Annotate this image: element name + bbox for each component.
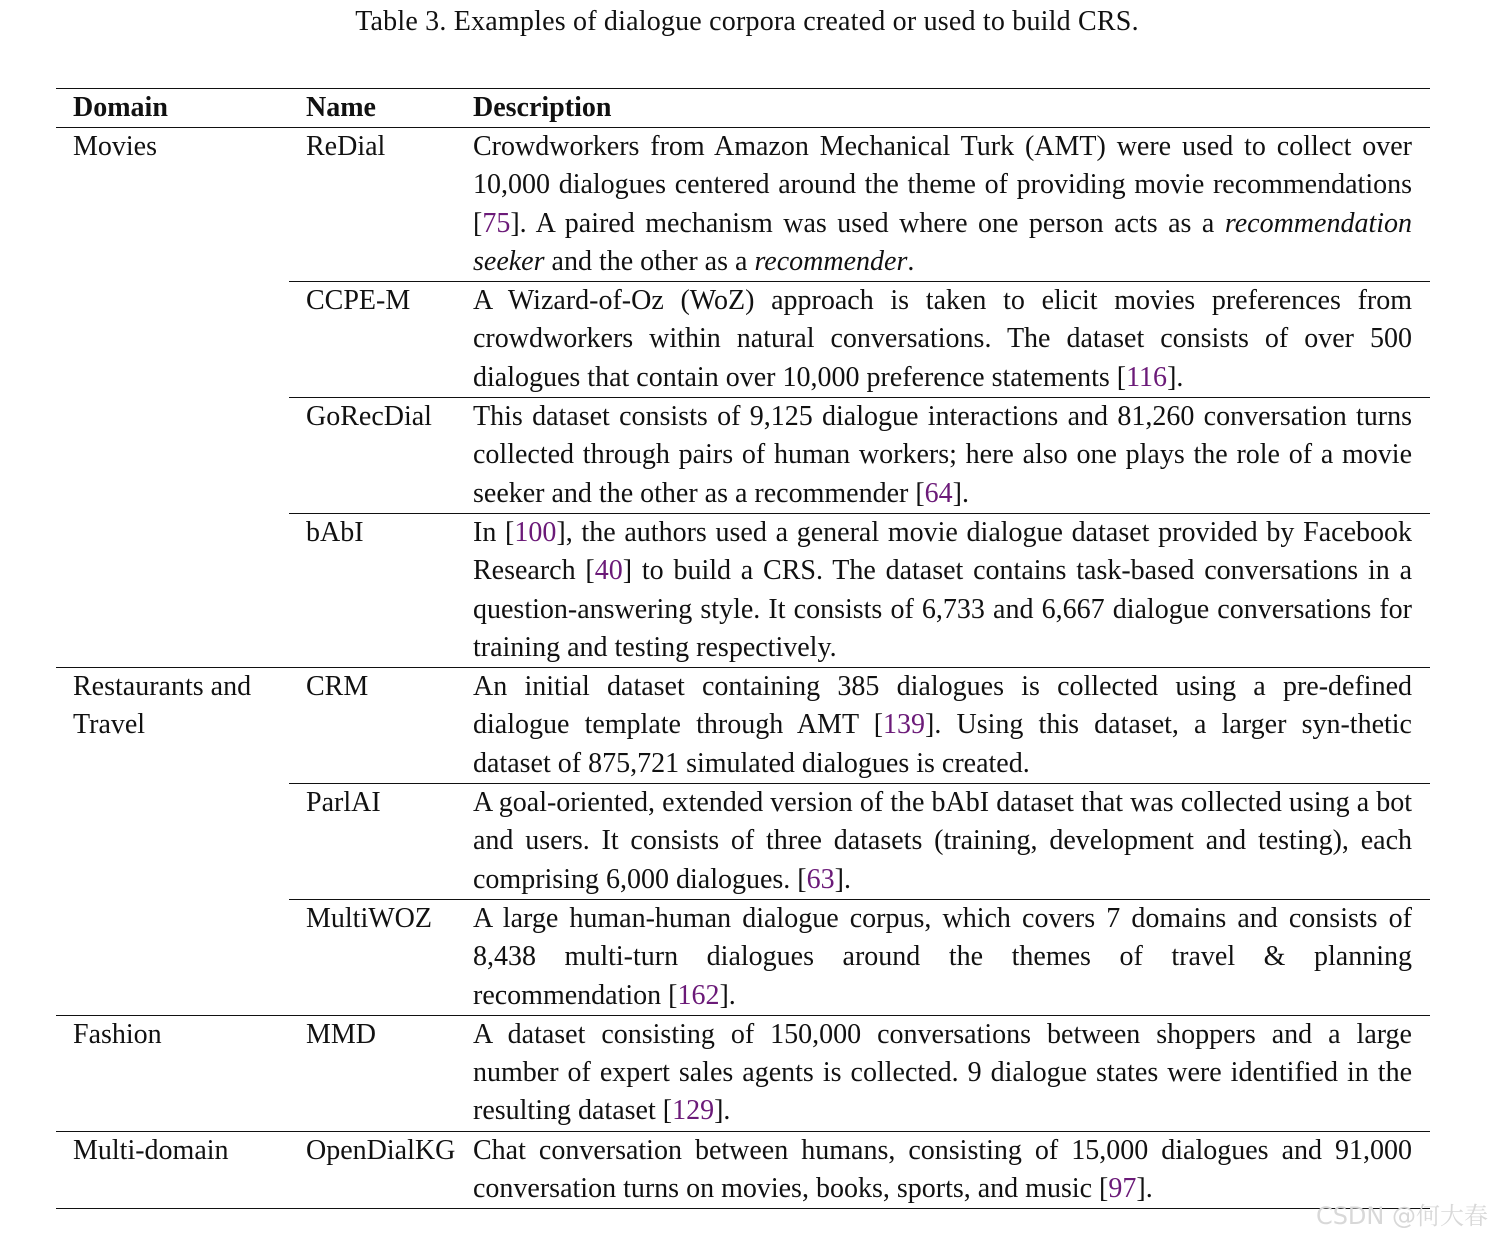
dataset-name: CCPE-M	[289, 282, 472, 398]
table-caption: Table 3. Examples of dialogue corpora created or used to build CRS.	[355, 6, 1139, 37]
dataset-description: A large human-human dialogue corpus, which covers 7 domains and consists of 8,438 multi-turn dialogues around the themes of travel & planning recommendation [162].	[472, 899, 1430, 1015]
dataset-description: Chat conversation between humans, consisting of 15,000 dialogues and 91,000 conversation turns on movies, books, sports, and music [97].	[472, 1131, 1430, 1209]
table-row	[56, 1131, 1430, 1209]
header-description: Description	[473, 92, 612, 123]
citation-link[interactable]: 100	[514, 516, 557, 548]
dataset-description: This dataset consists of 9,125 dialogue interactions and 81,260 conversation turns collected through pairs of human workers; here also one plays the role of a movie seeker and the other as a recommender [64].	[472, 398, 1430, 514]
dataset-name: ReDial	[289, 128, 472, 282]
dataset-name: CRM	[289, 668, 472, 784]
dataset-description: A goal-oriented, extended version of the bAbI dataset that was collected using a bot and users. It consists of three datasets (training, development and testing), each comprising 6,000 dialogues. [63].	[472, 784, 1430, 900]
dataset-name: MultiWOZ	[289, 899, 472, 1015]
table-row	[56, 1015, 1430, 1131]
domain-cell-movies: Movies	[56, 128, 289, 668]
citation-link[interactable]: 139	[883, 709, 926, 741]
dataset-description: Crowdworkers from Amazon Mechanical Turk (AMT) were used to collect over 10,000 dialogues centered around the theme of providing movie recommendations [75]. A paired mechanism was used where one person acts as a recommendation seeker and the other as a recommender.	[472, 128, 1430, 282]
dataset-name: ParlAI	[289, 784, 472, 900]
emphasis-text: recommendation seeker	[473, 207, 1412, 277]
dataset-description: An initial dataset containing 385 dialogues is collected using a pre-defined dialogue template through AMT [139]. Using this dataset, a larger syn-thetic dataset of 875,721 simulated dialogues is created.	[472, 668, 1430, 784]
watermark: CSDN @何大春	[1315, 1202, 1488, 1230]
dataset-name: GoRecDial	[289, 398, 472, 514]
table-row	[56, 668, 1430, 784]
dataset-name: MMD	[289, 1015, 472, 1131]
dialogue-corpora-table	[56, 88, 1430, 1209]
dataset-name: bAbI	[289, 513, 472, 667]
dataset-name: OpenDialKG	[289, 1131, 472, 1209]
dataset-description: A dataset consisting of 150,000 conversations between shoppers and a large number of expert sales agents is collected. 9 dialogue states were identified in the resulting dataset [129].	[472, 1015, 1430, 1131]
citation-link[interactable]: 97	[1108, 1173, 1137, 1205]
domain-cell-restaurants-travel: Restaurants and Travel	[56, 668, 289, 1016]
citation-link[interactable]: 63	[806, 863, 835, 895]
citation-link[interactable]: 162	[677, 979, 720, 1011]
table-row	[56, 128, 1430, 282]
emphasis-text: recommender	[754, 245, 908, 277]
citation-link[interactable]: 40	[594, 555, 623, 587]
citation-link[interactable]: 129	[672, 1095, 715, 1127]
citation-link[interactable]: 116	[1126, 361, 1168, 393]
header-domain: Domain	[73, 92, 168, 123]
header-name: Name	[306, 92, 376, 123]
domain-cell-multi-domain: Multi-domain	[56, 1131, 289, 1209]
domain-cell-fashion: Fashion	[56, 1015, 289, 1131]
citation-link[interactable]: 64	[924, 477, 953, 509]
dataset-description: In [100], the authors used a general movie dialogue dataset provided by Facebook Research [40] to build a CRS. The dataset contains task-based conversations in a question-answering style. It consists of 6,733 and 6,667 dialogue conversations for training and testing respectively.	[472, 513, 1430, 667]
dataset-description: A Wizard-of-Oz (WoZ) approach is taken to elicit movies preferences from crowdworkers within natural conversations. The dataset consists of over 500 dialogues that contain over 10,000 preference statements [116].	[472, 282, 1430, 398]
table-header-row	[56, 89, 1430, 128]
citation-link[interactable]: 75	[482, 207, 511, 239]
